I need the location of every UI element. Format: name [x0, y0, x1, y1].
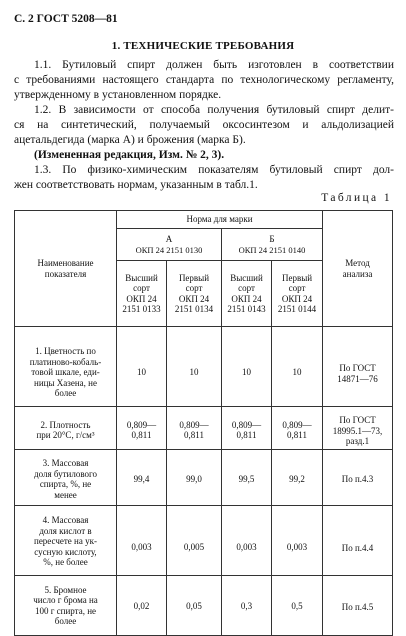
text-line: ся на синтетический, получаемый оксосинтезом и альдолизацией	[14, 119, 394, 131]
grade-line: Высший	[125, 272, 158, 283]
value-cell: 10	[167, 327, 222, 407]
col-header-method	[323, 211, 393, 327]
name-line: при 20°С, г/см³	[36, 430, 95, 440]
text-line: с требованиями настоящего стандарта по технологическому регламенту,	[14, 74, 394, 86]
grade-header	[272, 261, 323, 327]
row-name	[15, 327, 117, 407]
value-cell: 0,05	[167, 576, 222, 636]
value-cell: 99,5	[222, 450, 272, 506]
paragraph-1-1	[14, 58, 394, 103]
name-line: доля бутилового	[34, 468, 97, 479]
method-line: 14871—76	[337, 373, 378, 384]
method-cell	[323, 327, 393, 407]
edit-note-text: (Измененная редакция, Изм. № 2, 3).	[34, 149, 225, 161]
brand-label: Б	[269, 234, 275, 244]
brand-label: А	[165, 234, 173, 244]
name-line: 2. Плотность	[40, 419, 91, 430]
table-row	[15, 506, 393, 576]
grade-header	[117, 261, 167, 327]
method-cell	[323, 576, 393, 636]
name-line: число г брома на	[33, 595, 98, 605]
table-row	[15, 450, 393, 506]
value-cell: 0,02	[117, 576, 167, 636]
name-line: ницы Хазена, не	[34, 377, 97, 388]
row-name	[15, 576, 117, 636]
name-line: более	[54, 616, 77, 626]
value-cell: 0,003	[117, 506, 167, 576]
grade-line: Высший	[230, 272, 263, 283]
value-cell: 99,4	[117, 450, 167, 506]
name-line: пересчете на ук-	[34, 536, 97, 547]
grade-line: ОКП 24	[281, 293, 313, 304]
grade-line: ОКП 24	[178, 293, 210, 304]
value-cell: 0,809— 0,811	[117, 407, 167, 450]
grade-line: сорт	[238, 283, 255, 293]
name-line: 4. Массовая	[42, 515, 89, 526]
value-cell: 0,003	[222, 506, 272, 576]
text-line: 1.3. По физико-химическим показателям бутиловый спирт дол-	[34, 164, 394, 176]
spec-table	[14, 210, 393, 636]
grade-line: ОКП 24	[126, 293, 157, 304]
method-line: По ГОСТ	[339, 363, 376, 373]
name-line: платиново-кобаль-	[29, 356, 102, 367]
header-line: Наименование	[37, 258, 94, 268]
name-line: сусную кислоту,	[34, 546, 97, 557]
value-cell: 0,809— 0,811	[167, 407, 222, 450]
brand-okp: ОКП 24 2151 0140	[238, 244, 306, 255]
value-cell: 10	[272, 327, 323, 407]
name-line: 1. Цветность по	[35, 346, 96, 357]
col-header-name	[15, 211, 117, 327]
value-cell: 10	[117, 327, 167, 407]
name-line: 3. Массовая	[42, 458, 89, 468]
paragraph-1-3	[14, 163, 394, 193]
name-line: спирта, %, не	[39, 479, 92, 489]
method-cell	[323, 450, 393, 506]
grade-header	[167, 261, 222, 327]
text-line: ацетальдегида (марка А) и брожения (марка Б).	[14, 134, 246, 146]
table-row	[15, 327, 393, 407]
value-cell: 0,5	[272, 576, 323, 636]
text-line: утвержденному в установленном порядке.	[14, 89, 222, 101]
method-line: По ГОСТ	[339, 415, 376, 426]
method-line: 18995.1—73,	[332, 425, 383, 436]
value-cell: 0,003	[272, 506, 323, 576]
row-name	[15, 506, 117, 576]
brand-a-header	[117, 229, 222, 261]
name-line: доля кислот в	[39, 525, 92, 536]
value-cell: 0,809— 0,811	[222, 407, 272, 450]
grade-header	[222, 261, 272, 327]
table-row	[15, 407, 393, 450]
brand-okp: ОКП 24 2151 0130	[135, 244, 203, 255]
name-line: 5. Бромное	[44, 584, 87, 595]
name-line: 100 г спирта, не	[34, 605, 97, 616]
paragraph-1-2	[14, 103, 394, 148]
name-line: менее	[54, 489, 77, 500]
header-line: анализа	[342, 268, 373, 279]
section-title: 1. ТЕХНИЧЕСКИЕ ТРЕБОВАНИЯ	[111, 40, 295, 52]
grade-line: 2151 0133	[122, 304, 161, 314]
page-header: С. 2 ГОСТ 5208—81	[14, 13, 118, 25]
text-line: 1.2. В зависимости от способа получения бутиловый спирт делит-	[34, 104, 394, 116]
grade-line: сорт	[288, 283, 306, 293]
grade-line: 2151 0144	[277, 304, 317, 314]
row-name	[15, 407, 117, 450]
col-header-norm: Норма для марки	[117, 211, 323, 229]
header-line: показателя	[44, 268, 87, 279]
name-line: более	[54, 388, 77, 399]
value-cell: 0,3	[222, 576, 272, 636]
row-name	[15, 450, 117, 506]
method-line: По п.4.5	[341, 602, 374, 613]
grade-line: сорт	[133, 283, 150, 293]
grade-line: 2151 0143	[227, 304, 266, 314]
grade-line: сорт	[185, 283, 203, 293]
method-line: По п.4.4	[341, 543, 374, 554]
value-cell: 99,0	[167, 450, 222, 506]
grade-line: Первый	[178, 272, 210, 283]
value-cell: 0,005	[167, 506, 222, 576]
value-cell: 10	[222, 327, 272, 407]
edit-note	[14, 148, 394, 163]
header-line: Метод	[345, 258, 370, 268]
text-line: 1.1. Бутиловый спирт должен быть изготовлен в соответствии	[34, 59, 394, 71]
name-line: товой шкале, еди-	[31, 367, 100, 378]
grade-line: 2151 0134	[174, 304, 214, 314]
grade-line: ОКП 24	[231, 293, 262, 304]
value-cell: 0,809— 0,811	[272, 407, 323, 450]
grade-line: Первый	[281, 272, 313, 283]
method-line: По п.4.3	[341, 474, 374, 485]
table-row	[15, 576, 393, 636]
value-cell: 99,2	[272, 450, 323, 506]
name-line: %, не более	[43, 557, 88, 568]
table-caption: Таблица 1	[321, 192, 392, 204]
method-cell	[323, 506, 393, 576]
method-line: разд.1	[345, 436, 370, 447]
text-line: жен соответствовать нормам, указанным в табл.1.	[14, 179, 258, 191]
method-cell	[323, 407, 393, 450]
brand-b-header	[222, 229, 323, 261]
